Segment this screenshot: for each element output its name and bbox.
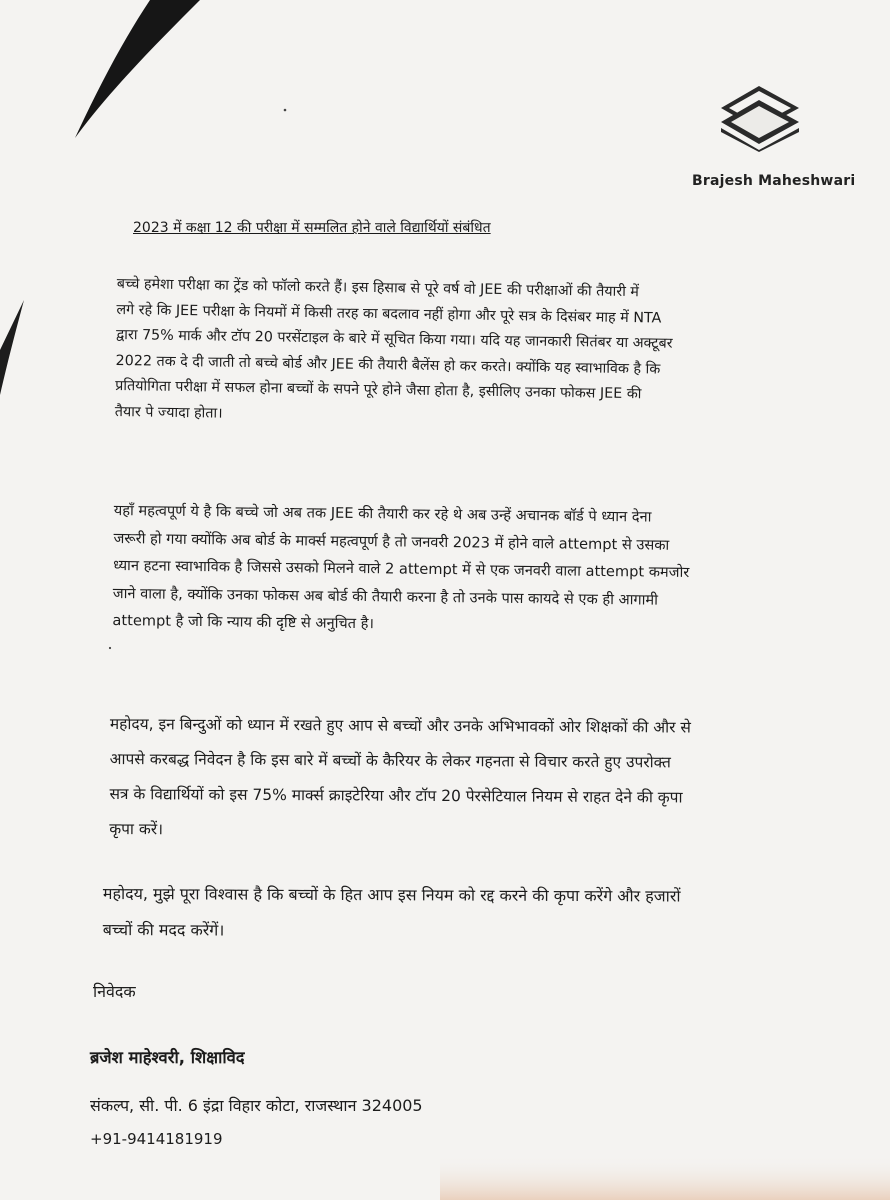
paragraph-line: कृपा करें।	[109, 819, 164, 839]
letterhead-name: Brajesh Maheshwari	[692, 173, 856, 189]
closing-word: निवेदक	[93, 982, 136, 1001]
paragraph-line: द्वारा 75% मार्क और टॉप 20 परसेंटाइल के बारे में सूचित किया गया। यदि यह जानकारी सितंबर या अक्टूबर	[115, 327, 673, 352]
paragraph-line: सत्र के विद्यार्थियों को इस 75% मार्क्स क्राइटेरिया और टॉप 20 पेरसेटियाल नियम से राहत देने की कृपा	[109, 784, 683, 807]
signatory-phone: +91-9414181919	[90, 1130, 223, 1148]
paragraph-line: बच्चों की मदद करेंगें।	[102, 919, 225, 940]
paragraph-4	[103, 876, 681, 951]
speck	[109, 647, 111, 649]
paragraph-2	[112, 497, 690, 642]
bottom-tint	[440, 1155, 890, 1200]
paragraph-line: attempt है जो कि न्याय की दृष्टि से अनुचित है।	[112, 611, 375, 633]
paragraph-line: लगे रहे कि JEE परीक्षा के नियमों में किसी तरह का बदलाव नहीं होगा और पूरे सत्र के दिसंबर माह में NTA	[116, 301, 662, 327]
speck	[284, 109, 287, 112]
signatory-name: ब्रजेश माहेश्वरी, शिक्षाविद	[90, 1048, 245, 1067]
paragraph-line: ध्यान हटना स्वाभाविक है जिससे उसको मिलने वाले 2 attempt में से एक जनवरी वाला attempt कमजोर	[113, 556, 690, 582]
paragraph-3	[109, 707, 691, 851]
paragraph-1	[115, 272, 674, 434]
paragraph-line: महोदय, इन बिन्दुओं को ध्यान में रखते हुए आप से बच्चों और उनके अभिभावकों ओर शिक्षकों की और से	[109, 714, 691, 737]
paragraph-line: जरूरी हो गया क्योंकि अब बोर्ड के मार्क्स महत्वपूर्ण है तो जनवरी 2023 में होने वाले attempt से उसका	[113, 529, 670, 554]
paragraph-line: महोदय, मुझे पूरा विश्वास है कि बच्चों के हित आप इस नियम को रद्द करने की कृपा करेंगे और हजारों	[102, 883, 681, 906]
paragraph-line: तैयार पे ज्यादा होता।	[114, 403, 223, 422]
paragraph-line: प्रतियोगिता परीक्षा में सफल होना बच्चों के सपने पूरे होने जैसा होता है, इसीलिए उनका फोकस JEE की	[115, 378, 642, 403]
stacked-layers-icon	[715, 80, 805, 152]
paragraph-line: यहाँ महत्वपूर्ण ये है कि बच्चे जो अब तक JEE की तैयारी कर रहे थे अब उन्हें अचानक बॉर्ड पे ध्यान देना	[113, 501, 652, 526]
paragraph-line: बच्चे हमेशा परीक्षा का ट्रेंड को फॉलो करते हैं। इस हिसाब से पूरे वर्ष वो JEE की परीक्षाओं की तैयारी में	[116, 275, 640, 301]
top-left-shadow	[75, 0, 200, 138]
signatory-address: संकल्प, सी. पी. 6 इंद्रा विहार कोटा, राजस्थान 324005	[90, 1096, 423, 1115]
subject-line: 2023 में कक्षा 12 की परीक्षा में सम्मलित होने वाले विद्यार्थियों संबंधित	[133, 220, 491, 236]
paragraph-line: 2022 तक दे दी जाती तो बच्चे बोर्ड और JEE की तैयारी बैलेंस हो कर करते। क्योंकि यह स्वाभाविक है कि	[115, 352, 661, 378]
left-edge-shadow	[0, 300, 24, 395]
paragraph-line: आपसे करबद्ध निवेदन है कि इस बारे में बच्चों के कैरियर के लेकर गहनता से विचार करते हुए उपरोक्त	[109, 749, 671, 772]
paragraph-line: जाने वाला है, क्योंकि उनका फोकस अब बोर्ड की तैयारी करना है तो उनके पास कायदे से एक ही आगामी	[112, 584, 659, 609]
